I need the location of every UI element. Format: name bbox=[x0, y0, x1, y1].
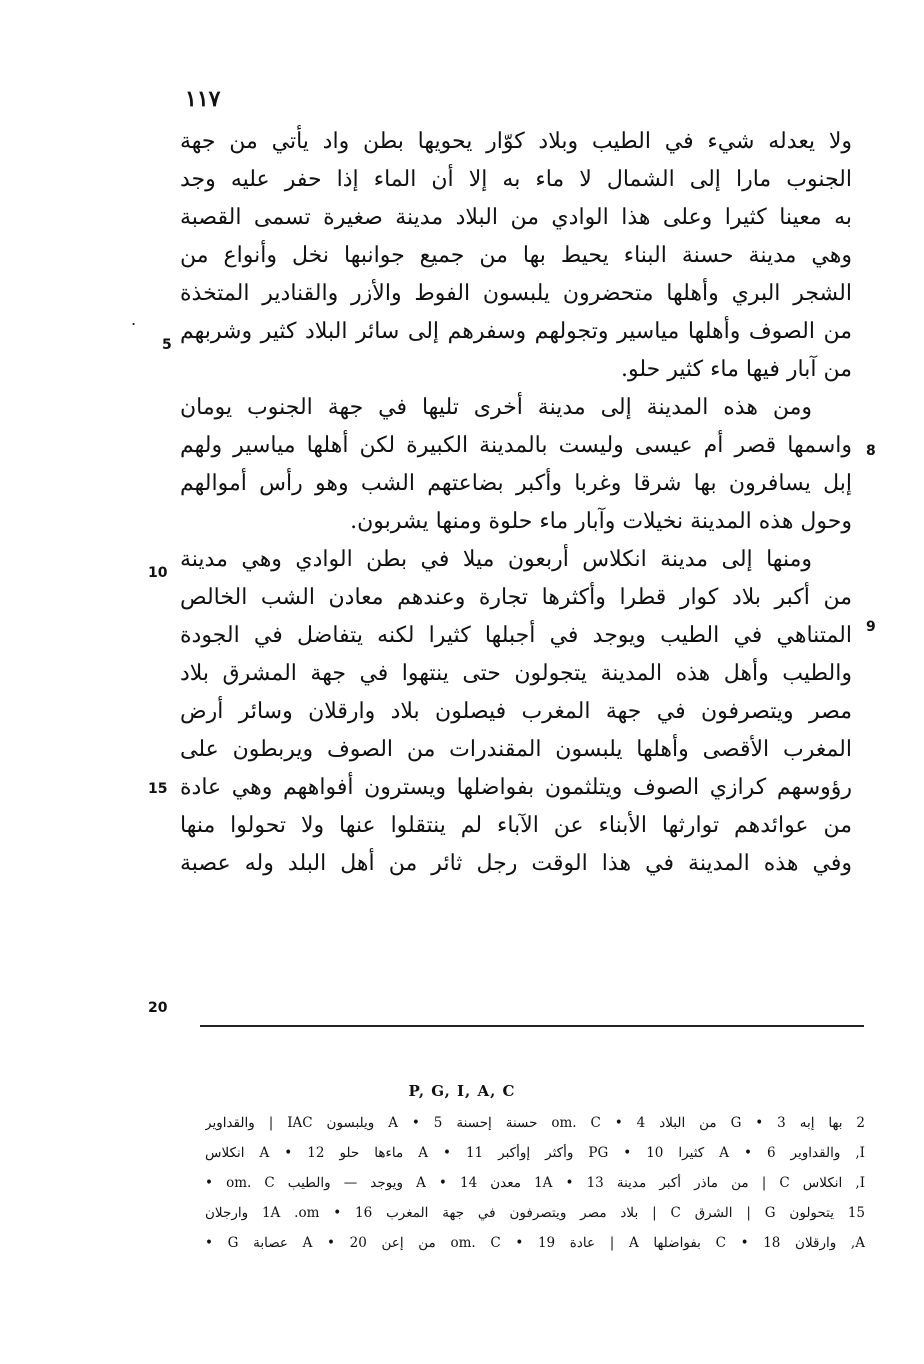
paragraph-number: 9 bbox=[866, 619, 876, 635]
text-line: الشجر البري وأهلها متحضرون يلبسون الفوط والأزر والقنادير المتخذة bbox=[180, 281, 852, 306]
footnote-line: I, انكلاس C | من ماذر أكبر مدينة 1A • 13 معدن A • 14 ويوجد — والطيب om. C • bbox=[205, 1175, 865, 1191]
text-line: المتناهي في الطيب ويوجد في أجبلها كثيرا لكنه يتفاضل في الجودة bbox=[180, 623, 852, 648]
text-line: واسمها قصر أم عيسى وليست بالمدينة الكبيرة لكن أهلها مياسير ولهم bbox=[180, 433, 852, 458]
text-line: مصر ويتصرفون في جهة المغرب فيصلون بلاد وارقلان وسائر أرض bbox=[180, 699, 852, 724]
text-line: وحول هذه المدينة نخيلات وآبار ماء حلوة ومنها يشربون. bbox=[350, 509, 852, 534]
text-line: من الصوف وأهلها مياسير وتجولهم وسفرهم إلى سائر البلاد كثير وشربهم bbox=[180, 319, 852, 344]
text-line: ومنها إلى مدينة انكلاس أربعون ميلا في بطن الوادي وهي مدينة bbox=[180, 547, 812, 572]
text-line: ومن هذه المدينة إلى مدينة أخرى تليها في جهة الجنوب يومان bbox=[180, 395, 812, 420]
text-line: ولا يعدله شيء في الطيب وبلاد كوّار يحويها بطن واد يأتي من جهة bbox=[180, 129, 852, 154]
footnote-line: I, والقداوير A • 6 كثيرا PG • 10 وأكثر إوأكبر A • 11 ماءها حلو A • 12 انكلاس bbox=[205, 1145, 865, 1161]
text-line: وهي مدينة حسنة البناء يحيط بها من جميع جوانبها نخل وأنواع من bbox=[180, 243, 852, 268]
footnote-line: A, وارقلان C • 18 بفواضلها A | عادة om. C • 19 من إعن A • 20 عصابة G • bbox=[205, 1235, 865, 1251]
text-line: الجنوب مارا إلى الشمال لا ماء به إلا أن الماء إذا حفر عليه وجد bbox=[180, 167, 852, 192]
text-line: من عوائدهم توارثها الأبناء عن الآباء لم ينتقلوا عنها ولا تحولوا منها bbox=[180, 813, 852, 838]
text-line: به معينا كثيرا وعلى هذا الوادي من البلاد مدينة صغيرة تسمى القصبة bbox=[180, 205, 852, 230]
footnote-line: 2 بها إبه G • 3 من البلاد om. C • 4 حسنة إحسنة A • 5 ويلبسون IAC | والقداوير bbox=[205, 1115, 865, 1131]
footnote-line: 15 يتحولون G | الشرق C | بلاد مصر ويتصرفون في جهة المغرب 1A .om • 16 وارجلان bbox=[205, 1205, 865, 1221]
stray-dot: . bbox=[131, 310, 137, 329]
line-number: 10 bbox=[148, 565, 168, 581]
text-line: من آبار فيها ماء كثير حلو. bbox=[620, 357, 852, 382]
footnote-rule bbox=[200, 1025, 864, 1027]
footnotes bbox=[205, 1108, 865, 1258]
text-line: والطيب وأهل هذه المدينة يتجولون حتى ينتهوا في جهة المشرق بلاد bbox=[180, 661, 852, 686]
line-number: 5 bbox=[162, 337, 172, 353]
text-line: المغرب الأقصى وأهلها يلبسون المقندرات من الصوف ويربطون على bbox=[180, 737, 852, 762]
paragraph-number: 8 bbox=[866, 443, 876, 459]
text-line: من أكبر بلاد كوار قطرا وأكثرها تجارة وعندهم معادن الشب الخالص bbox=[180, 585, 852, 610]
text-line: وفي هذه المدينة في هذا الوقت رجل ثائر من أهل البلد وله عصبة bbox=[180, 851, 852, 876]
manuscript-sigla: P, G, I, A, C bbox=[408, 1082, 516, 1100]
page-number: ١١٧ bbox=[185, 86, 221, 112]
line-number: 15 bbox=[148, 781, 168, 797]
text-line: إبل يسافرون بها شرقا وغربا وأكبر بضاعتهم الشب وهو رأس أموالهم bbox=[180, 471, 852, 496]
main-text bbox=[180, 123, 852, 883]
text-line: رؤوسهم كرازي الصوف ويتلثمون بفواضلها ويسترون أفواههم وهي عادة bbox=[180, 775, 852, 800]
line-number: 20 bbox=[148, 1000, 168, 1016]
